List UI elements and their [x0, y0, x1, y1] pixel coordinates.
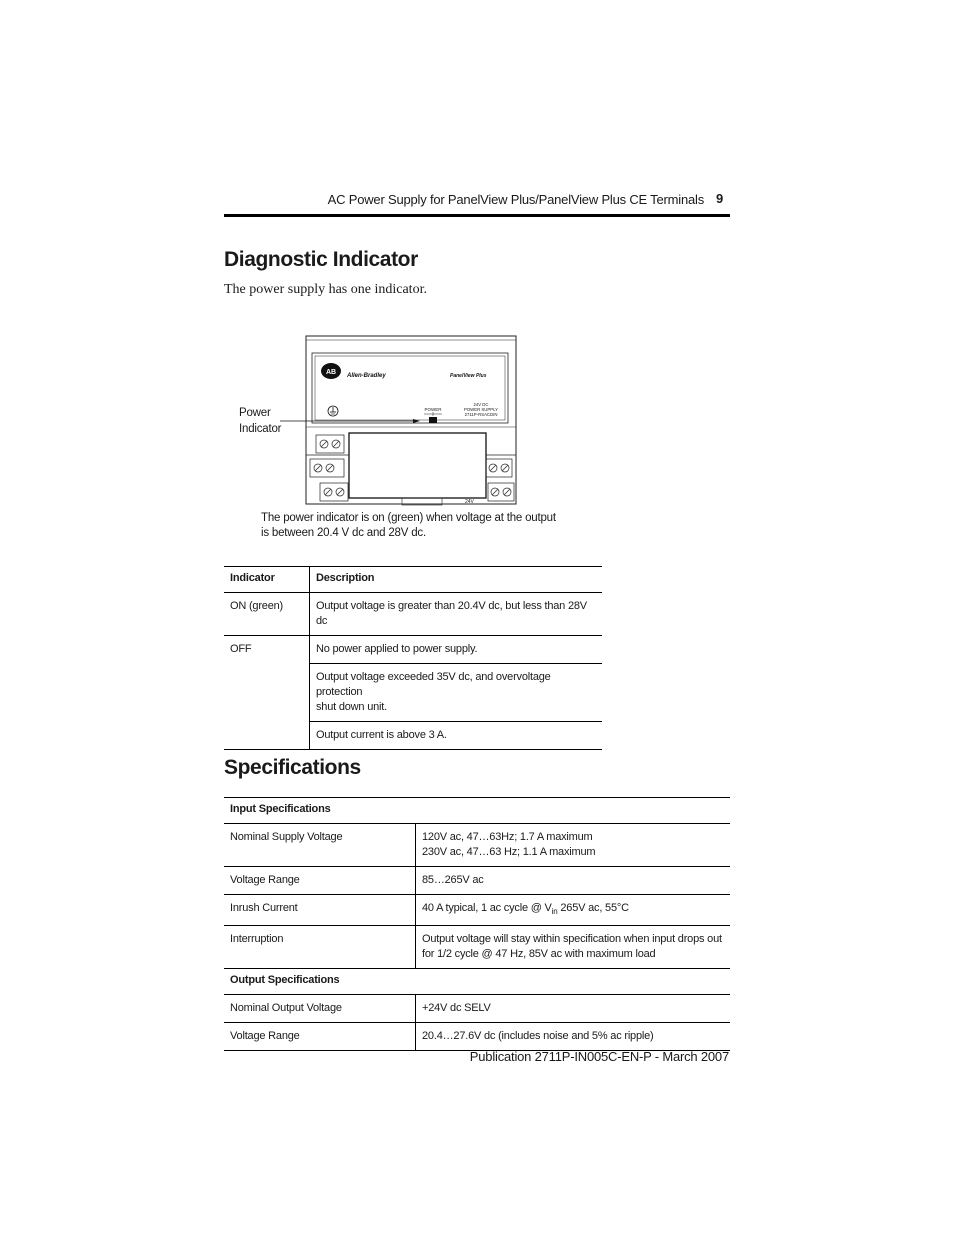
diagnostic-intro: The power supply has one indicator. [224, 282, 427, 297]
description-cell: No power applied to power supply. [310, 636, 603, 664]
ground-symbol-icon [328, 406, 338, 416]
power-indicator-label-line1: Power [239, 407, 271, 419]
spec-value [416, 824, 731, 867]
brand-text: Allen-Bradley [347, 373, 386, 379]
power-indicator-label [239, 405, 281, 437]
power-led [429, 417, 437, 423]
spec-label: Interruption [224, 926, 416, 969]
specifications-table [224, 797, 730, 1051]
header-rule [224, 214, 730, 217]
header-indicator: Indicator [224, 567, 310, 593]
header-description: Description [310, 567, 603, 593]
spec-value: 85…265V ac [416, 867, 731, 895]
output-specifications-heading: Output Specifications [224, 969, 730, 995]
figure-caption [261, 511, 561, 541]
section-header-row [224, 969, 730, 995]
spec-value-line1: 120V ac, 47…63Hz; 1.7 A maximum [422, 831, 593, 843]
terminal-label: 24V [465, 499, 474, 505]
product-text: PanelView Plus [450, 373, 487, 379]
indicator-cell: OFF [224, 636, 310, 750]
spec-value [416, 895, 731, 926]
figure-caption-line1: The power indicator is on (green) when voltage at the output [261, 512, 556, 524]
indicator-table [224, 566, 602, 750]
spec-value: 20.4…27.6V dc (includes noise and 5% ac ripple) [422, 1030, 654, 1043]
table-header-row [224, 567, 602, 593]
spec-label: Nominal Supply Voltage [224, 824, 416, 867]
description-line1: Output voltage exceeded 35V dc, and overvoltage protection [316, 671, 551, 698]
panel-spec-line2: POWER SUPPLY [463, 407, 499, 412]
diagnostic-heading: Diagnostic Indicator [224, 248, 418, 271]
table-row [224, 995, 730, 1023]
spec-value-line2: 230V ac, 47…63 Hz; 1.1 A maximum [422, 846, 596, 858]
spec-label: Inrush Current [224, 895, 416, 926]
indicator-cell: ON (green) [224, 593, 310, 636]
logo-text: AB [325, 369, 337, 376]
figure-caption-line2: is between 20.4 V dc and 28V dc. [261, 527, 426, 539]
power-indicator-label-line2: Indicator [239, 423, 282, 435]
allen-bradley-logo-icon [321, 363, 341, 379]
table-row [224, 895, 730, 926]
table-row [224, 636, 602, 664]
spec-label: Nominal Output Voltage [224, 995, 416, 1023]
spec-value: +24V dc SELV [416, 995, 731, 1023]
spec-value-line2: for 1/2 cycle @ 47 Hz, 85V ac with maximum load [422, 948, 656, 961]
description-cell [310, 664, 603, 722]
panel-spec-line1: 24V DC [473, 402, 489, 407]
running-header: AC Power Supply for PanelView Plus/PanelView Plus CE Terminals [327, 192, 704, 207]
spec-label: Voltage Range [224, 867, 416, 895]
spec-value-part: 40 A typical, 1 ac cycle @ V [422, 902, 552, 914]
table-row [224, 926, 730, 969]
power-supply-drawing [280, 335, 520, 510]
table-row [224, 867, 730, 895]
spec-value-line1: Output voltage will stay within specification when input drops out [422, 933, 722, 946]
spec-label: Voltage Range [224, 1023, 416, 1051]
section-header-row [224, 798, 730, 824]
page-number: 9 [716, 191, 724, 206]
input-specifications-heading: Input Specifications [224, 798, 730, 824]
indicator-arrow-icon [413, 419, 420, 423]
table-row [224, 824, 730, 867]
description-line2: shut down unit. [316, 701, 387, 713]
panel-spec-line3: 2711P-RSACDIN [464, 412, 498, 417]
power-led-label: POWER [424, 407, 442, 412]
table-row [224, 593, 602, 636]
spec-value [416, 926, 731, 969]
description-cell: Output voltage is greater than 20.4V dc, but less than 28V dc [310, 593, 603, 636]
table-row [224, 1023, 730, 1051]
publication-footer: Publication 2711P-IN005C-EN-P - March 2007 [469, 1049, 729, 1064]
description-cell: Output current is above 3 A. [316, 729, 447, 741]
spec-value-subscript: in [551, 907, 558, 917]
spec-value-part: 265V ac, 55°C [557, 902, 629, 914]
specifications-heading: Specifications [224, 756, 361, 779]
